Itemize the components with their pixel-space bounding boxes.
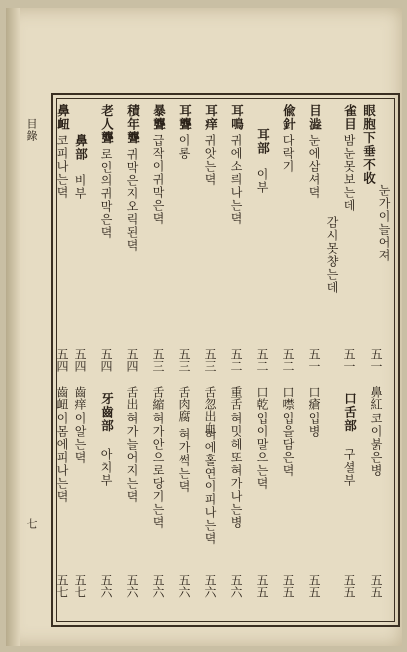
entry-reading: 코피나는뎍 — [55, 134, 69, 199]
entry-title: 五二 口噤 — [281, 348, 295, 410]
entry-page: 五六 — [125, 574, 139, 598]
entry-reading: 혀가늘어지는뎍 — [125, 412, 139, 503]
entry-title: 耳痒 — [203, 104, 219, 131]
entry-page: 五六 — [229, 574, 243, 598]
entry-reading: 이몸에피나는뎍 — [55, 412, 69, 503]
entry-page: 五六 — [151, 574, 165, 598]
entry-page: 五五 — [255, 574, 269, 598]
entry-page: 五七 — [73, 574, 87, 598]
entry-reading: 이부 — [255, 168, 269, 194]
entry-number: 五一 — [342, 348, 356, 372]
entry-reading: 코이붉은병 — [369, 412, 383, 477]
entry-reading: 혀가썩는뎍 — [177, 428, 191, 493]
section-label: 口舌部 — [342, 392, 358, 433]
entry-title: 五四 齒衄 — [55, 348, 69, 410]
entry-title: 五二 口乾 — [255, 348, 269, 410]
entry-title: 五三 舌縮 — [151, 348, 165, 410]
entry-reading: 구셜부 — [342, 448, 356, 487]
entry-title: 鼻衄 — [55, 104, 71, 131]
entry-number: 五四 — [99, 348, 113, 372]
entry-title: 五二 重舌 — [229, 348, 243, 410]
entry-page: 五七 — [55, 574, 69, 598]
entry-title: 偸針 — [281, 104, 297, 131]
entry-reading: 입이말으는뎍 — [255, 412, 269, 490]
entry-reading: 이롱 — [177, 134, 191, 160]
entry-reading-extra: 감시못챵는데 — [325, 216, 339, 294]
entry-title: 耳聾 — [177, 104, 193, 131]
entry-reading: 아치부 — [99, 448, 113, 487]
entry-reading: 눈에삼셔뎍 — [307, 134, 321, 199]
entry-title: 五一 口瘡 — [307, 348, 321, 410]
entry-title: 雀目 — [342, 104, 358, 131]
entry-reading: 이알는뎍 — [73, 412, 87, 464]
entry-title: 耳鳴 — [229, 104, 245, 131]
page — [6, 8, 402, 646]
book-gutter — [6, 8, 20, 646]
entry-reading: 입병 — [307, 412, 321, 438]
entry-title: 積年聾 — [125, 104, 141, 145]
entry-reading: 로인의귀막은뎍 — [99, 148, 113, 239]
margin-title: 目錄 — [25, 118, 38, 142]
page-number: 七 — [25, 518, 38, 530]
entry-reading: 비부 — [73, 174, 87, 200]
entry-reading: 귀앗는뎍 — [203, 134, 217, 186]
entry-page: 五五 — [307, 574, 321, 598]
section-label: 鼻部 — [73, 134, 89, 161]
entry-reading: 다락기 — [281, 134, 295, 173]
entry-title: 五四 舌出 — [125, 348, 139, 410]
entry-reading: 입을담은뎍 — [281, 412, 295, 477]
entry-page: 五五 — [369, 574, 383, 598]
entry-title: 老人聾 — [99, 104, 115, 145]
entry-title: 五一 鼻紅 — [369, 348, 383, 410]
entry-title: 五四 齒痒 — [73, 348, 87, 410]
entry-reading: 급작이귀막은뎍 — [151, 134, 165, 225]
section-label: 牙齒部 — [99, 392, 115, 433]
entry-reading: 귀막은지오릭된뎍 — [125, 148, 139, 252]
entry-reading: 눈가이늘어져 — [377, 184, 391, 262]
entry-page: 五五 — [281, 574, 295, 598]
entry-page: 五六 — [177, 574, 191, 598]
entry-page: 五六 — [203, 574, 217, 598]
entry-page: 五六 — [99, 574, 113, 598]
entry-title: 目澁 — [307, 104, 323, 131]
section-label: 耳部 — [255, 128, 271, 155]
entry-reading: 혀에홀연이피나는뎍 — [203, 428, 217, 545]
entry-reading: 밤눈못보는데 — [342, 134, 356, 212]
entry-reading: 귀에소릐나는뎍 — [229, 134, 243, 225]
entry-title: 五三 舌忽出血 — [203, 348, 217, 434]
entry-title: 眼胞下垂不收 — [361, 104, 377, 185]
entry-page: 五五 — [342, 574, 356, 598]
entry-title: 暴聾 — [151, 104, 167, 131]
entry-reading: 혀밋헤또혀가나는병 — [229, 412, 243, 529]
entry-reading: 혀가안으로당기는뎍 — [151, 412, 165, 529]
entry-title: 五三 舌肉腐 — [177, 348, 191, 422]
